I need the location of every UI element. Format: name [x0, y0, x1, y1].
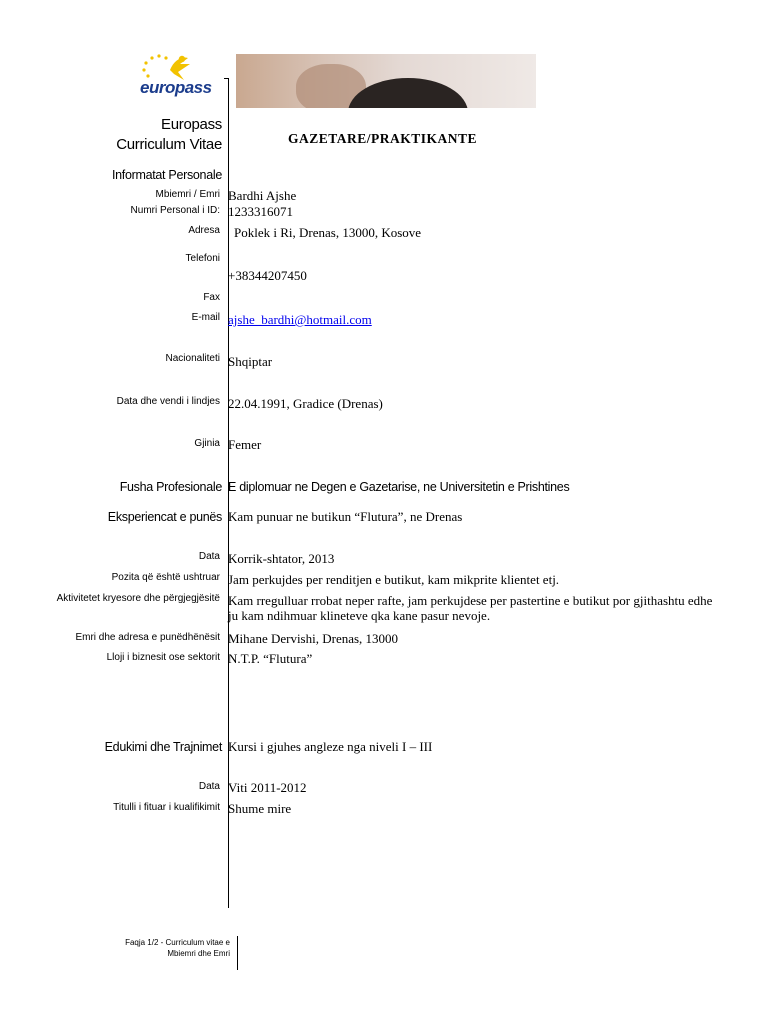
- email-link[interactable]: ajshe_bardhi@hotmail.com: [228, 312, 372, 327]
- europass-logo: [130, 50, 225, 100]
- phone-value: +38344207450: [228, 268, 307, 283]
- education-value: Kursi i gjuhes angleze nga niveli I – III: [228, 739, 433, 754]
- name-label: Mbiemri / Emri: [155, 189, 220, 200]
- edu-date-label: Data: [198, 781, 220, 792]
- email-label: E-mail: [191, 312, 220, 323]
- footer-line2: Mbiemri dhe Emri: [167, 949, 230, 958]
- gender-value: Femer: [228, 437, 262, 452]
- cv-title-line1: Europass: [161, 116, 222, 133]
- nationality-value: Shqiptar: [228, 354, 273, 369]
- phone-label: Telefoni: [185, 253, 220, 264]
- id-label: Numri Personal i ID:: [130, 205, 220, 216]
- address-value: Poklek i Ri, Drenas, 13000, Kosove: [234, 225, 422, 240]
- nationality-label: Nacionaliteti: [165, 353, 220, 364]
- experience-heading: Eksperiencat e punës: [107, 510, 222, 524]
- id-value: 1233316071: [228, 204, 293, 219]
- birth-label: Data dhe vendi i lindjes: [116, 396, 220, 407]
- exp-date-value: Korrik-shtator, 2013: [228, 551, 335, 566]
- exp-date-label: Data: [198, 551, 220, 562]
- profession-heading: Fusha Profesionale: [119, 480, 222, 494]
- exp-position-value: Jam perkujdes per renditjen e butikut, kam mikprite klientet etj.: [228, 572, 560, 587]
- exp-sector-value: N.T.P. “Flutura”: [228, 651, 313, 666]
- exp-employer-value: Mihane Dervishi, Drenas, 13000: [228, 631, 399, 646]
- top-divider: [224, 78, 229, 79]
- edu-title-value: Shume mire: [228, 801, 292, 816]
- experience-value: Kam punuar ne butikun “Flutura”, ne Drenas: [228, 509, 463, 524]
- exp-activities-label: Aktivitetet kryesore dhe përgjegjësitë: [56, 593, 220, 604]
- edu-title-label: Titulli i fituar i kualifikimit: [113, 802, 220, 813]
- exp-sector-label: Lloji i biznesit ose sektorit: [106, 652, 220, 663]
- position-title: GAZETARE/PRAKTIKANTE: [288, 131, 478, 146]
- profile-photo: [236, 54, 536, 108]
- profession-value: E diplomuar ne Degen e Gazetarise, ne Universitetin e Prishtines: [228, 480, 570, 494]
- footer-line1: Faqja 1/2 - Curriculum vitae e: [125, 938, 230, 947]
- cv-title-line2: Curriculum Vitae: [116, 136, 222, 153]
- email-value: [228, 312, 372, 327]
- exp-activities-value: Kam rregulluar rrobat neper rafte, jam perkujdese per pastertine e butikut por gjithashtu edhe ju kam ndihmuar klineteve qka kane pasur nevoje.: [228, 593, 713, 623]
- address-label: Adresa: [188, 225, 220, 236]
- exp-employer-label: Emri dhe adresa e punëdhënësit: [75, 632, 220, 643]
- exp-position-label: Pozita që është ushtruar: [111, 572, 220, 583]
- name-value: Bardhi Ajshe: [228, 188, 297, 203]
- gender-label: Gjinia: [194, 438, 220, 449]
- footer-divider: [237, 936, 238, 970]
- personal-heading: Informatat Personale: [111, 168, 222, 182]
- edu-date-value: Viti 2011-2012: [228, 780, 307, 795]
- logo-text: europass: [140, 78, 212, 97]
- education-heading: Edukimi dhe Trajnimet: [104, 740, 222, 754]
- fax-label: Fax: [203, 292, 220, 303]
- birth-value: 22.04.1991, Gradice (Drenas): [228, 396, 383, 411]
